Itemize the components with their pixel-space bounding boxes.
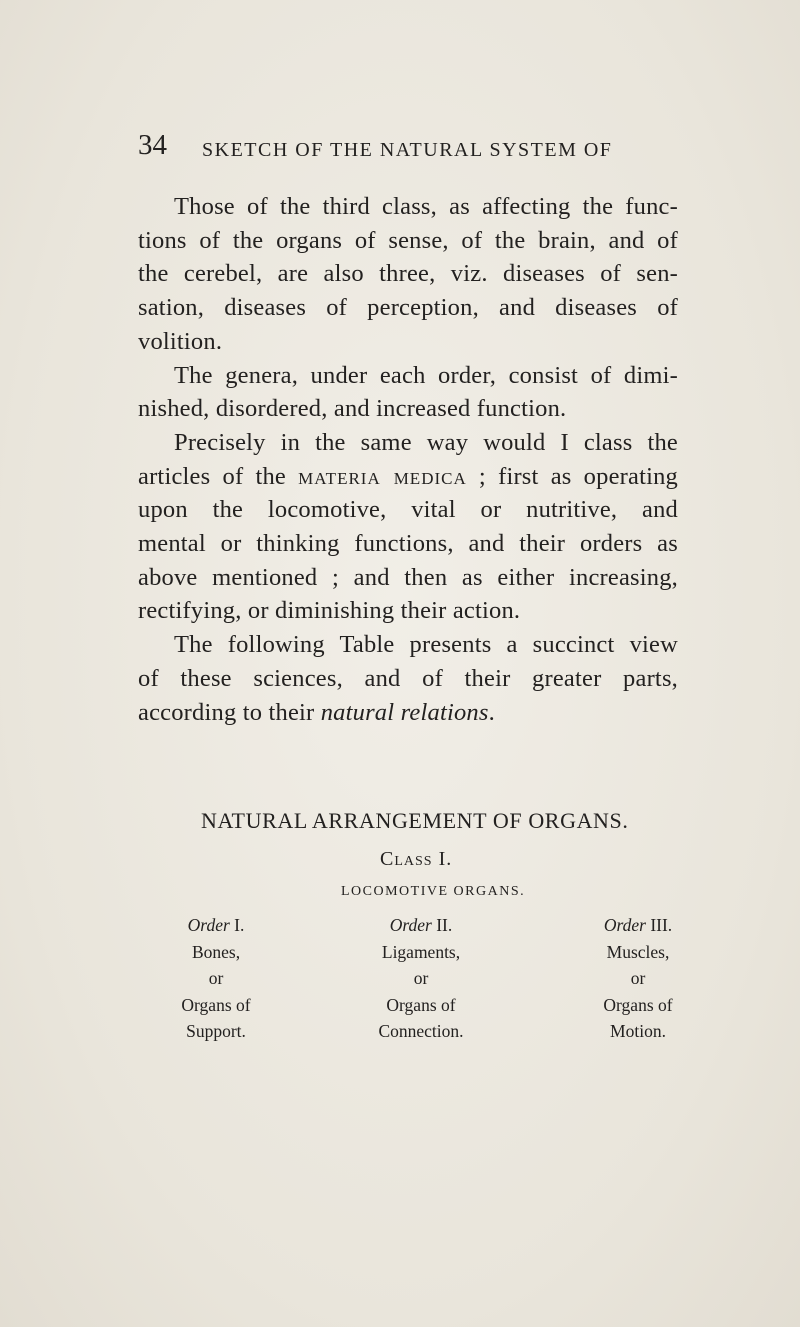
materia-medica-smallcaps: materia medica [298, 462, 467, 490]
text-line: rectifying, or diminishing their action. [138, 597, 521, 625]
orders-columns [138, 912, 698, 1092]
text-line: tions of the organs of sense, of the brain, and of [138, 226, 678, 254]
text-line: Precisely in the same way would I class the [174, 428, 678, 456]
text-run: according to their [138, 698, 321, 726]
order-word: Order [603, 915, 646, 935]
text-run: . [488, 698, 495, 726]
order-numeral: I. [234, 915, 245, 935]
paragraph-third-class [138, 190, 678, 359]
text-line [138, 460, 678, 494]
running-head: SKETCH OF THE NATURAL SYSTEM OF [202, 139, 613, 161]
text-line: above mentioned ; and then as either increasing, [138, 563, 678, 591]
paragraph-genera [138, 359, 678, 426]
paragraph-materia-medica [138, 426, 678, 628]
order-line: or [630, 968, 646, 988]
text-line: The following Table presents a succinct view [174, 631, 678, 659]
order-line: Organs of [603, 994, 673, 1015]
order-column [341, 912, 501, 1045]
order-line: Organs of [386, 994, 456, 1015]
text-line: volition. [138, 327, 223, 355]
order-word: Order [389, 915, 432, 935]
page-header [138, 129, 678, 169]
order-line: Support. [186, 1021, 246, 1041]
order-word: Order [187, 915, 230, 935]
text-line: mental or thinking functions, and their orders as [138, 530, 678, 558]
order-heading [578, 912, 698, 939]
class-subtitle: LOCOMOTIVE ORGANS. [341, 884, 526, 899]
order-column [161, 912, 271, 1045]
text-line: sation, diseases of perception, and diseases of [138, 294, 678, 322]
order-heading [161, 912, 271, 939]
text-line: nished, disordered, and increased function. [138, 395, 567, 423]
body-text [138, 190, 678, 729]
order-line: Organs of [181, 994, 251, 1015]
text-line: Those of the third class, as affecting the func- [174, 193, 678, 220]
class-label: Class I. [380, 848, 453, 870]
natural-relations-italic: natural relations [320, 698, 489, 726]
order-numeral: II. [436, 915, 453, 935]
paragraph-following-table [138, 628, 678, 729]
text-line: of these sciences, and of their greater parts, [138, 664, 678, 692]
order-numeral: III. [650, 915, 673, 935]
order-line: Ligaments, [381, 941, 461, 962]
order-column [578, 912, 698, 1045]
order-line: or [208, 968, 224, 988]
order-line: Motion. [610, 1021, 666, 1041]
text-line: the cerebel, are also three, viz. diseases of sen- [138, 260, 678, 288]
arrangement-title: NATURAL ARRANGEMENT OF ORGANS. [201, 808, 629, 833]
order-heading [341, 912, 501, 939]
text-line: The genera, under each order, consist of dimi- [174, 361, 678, 389]
text-run: articles of the [138, 462, 299, 490]
order-line: Connection. [378, 1021, 464, 1041]
order-line: Bones, [191, 941, 241, 962]
text-line: upon the locomotive, vital or nutritive, and [138, 496, 678, 524]
text-line [138, 696, 678, 730]
page-number: 34 [138, 129, 167, 161]
order-line: Muscles, [606, 941, 670, 962]
text-run: ; first as operating [466, 462, 679, 490]
order-line: or [413, 968, 429, 988]
class-heading [380, 848, 452, 871]
